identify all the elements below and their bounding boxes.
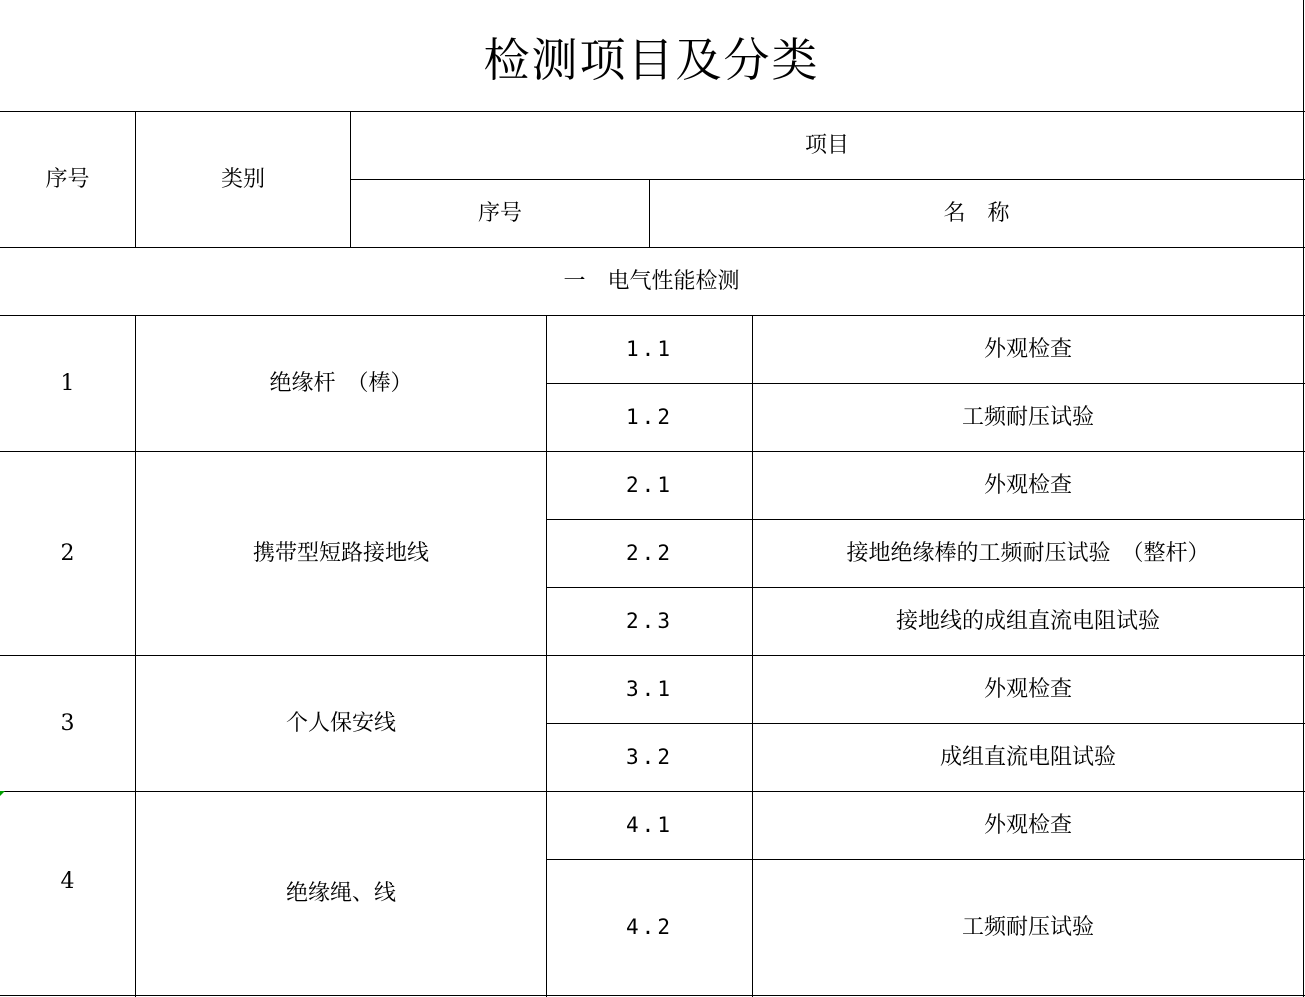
item-name: 工频耐压试验: [961, 404, 1094, 430]
grid-line: [1303, 0, 1304, 997]
item-number: 2.3: [626, 609, 673, 633]
item-name: 成组直流电阻试验: [939, 744, 1116, 770]
item-name: 外观检查: [983, 676, 1072, 702]
item-number: 2.2: [626, 541, 673, 565]
group-seq: 4: [60, 869, 75, 894]
header-seq: 序号: [45, 166, 90, 192]
group-category: 绝缘绳、线: [285, 880, 396, 906]
group-seq: 1: [60, 370, 75, 396]
item-name: 工频耐压试验: [961, 914, 1094, 940]
comment-marker-icon: [0, 791, 5, 796]
section-heading: 一 电气性能检测: [563, 268, 740, 294]
header-project: 项目: [804, 132, 849, 158]
item-name: 接地线的成组直流电阻试验: [895, 608, 1160, 634]
group-category: 携带型短路接地线: [252, 540, 429, 566]
group-category: 个人保安线: [285, 710, 396, 736]
item-number: 2.1: [626, 473, 673, 497]
grid-line: [0, 995, 1305, 996]
item-number: 3.1: [626, 677, 673, 701]
page-title: 检测项目及分类: [483, 32, 820, 87]
item-number: 4.2: [626, 915, 673, 939]
header-name: 名 称: [943, 200, 1010, 226]
item-name: 外观检查: [983, 472, 1072, 498]
item-name: 接地绝缘棒的工频耐压试验 （整杆）: [846, 540, 1210, 566]
header-sub-seq: 序号: [477, 200, 522, 226]
item-name: 外观检查: [983, 336, 1072, 362]
item-number: 4.1: [626, 813, 673, 837]
item-number: 1.1: [626, 337, 673, 361]
header-category: 类别: [220, 166, 265, 192]
item-name: 外观检查: [983, 812, 1072, 838]
item-number: 1.2: [626, 405, 673, 429]
group-seq: 2: [60, 540, 75, 566]
group-seq: 3: [60, 710, 75, 736]
item-number: 3.2: [626, 745, 673, 769]
group-category: 绝缘杆 （棒）: [269, 370, 413, 396]
